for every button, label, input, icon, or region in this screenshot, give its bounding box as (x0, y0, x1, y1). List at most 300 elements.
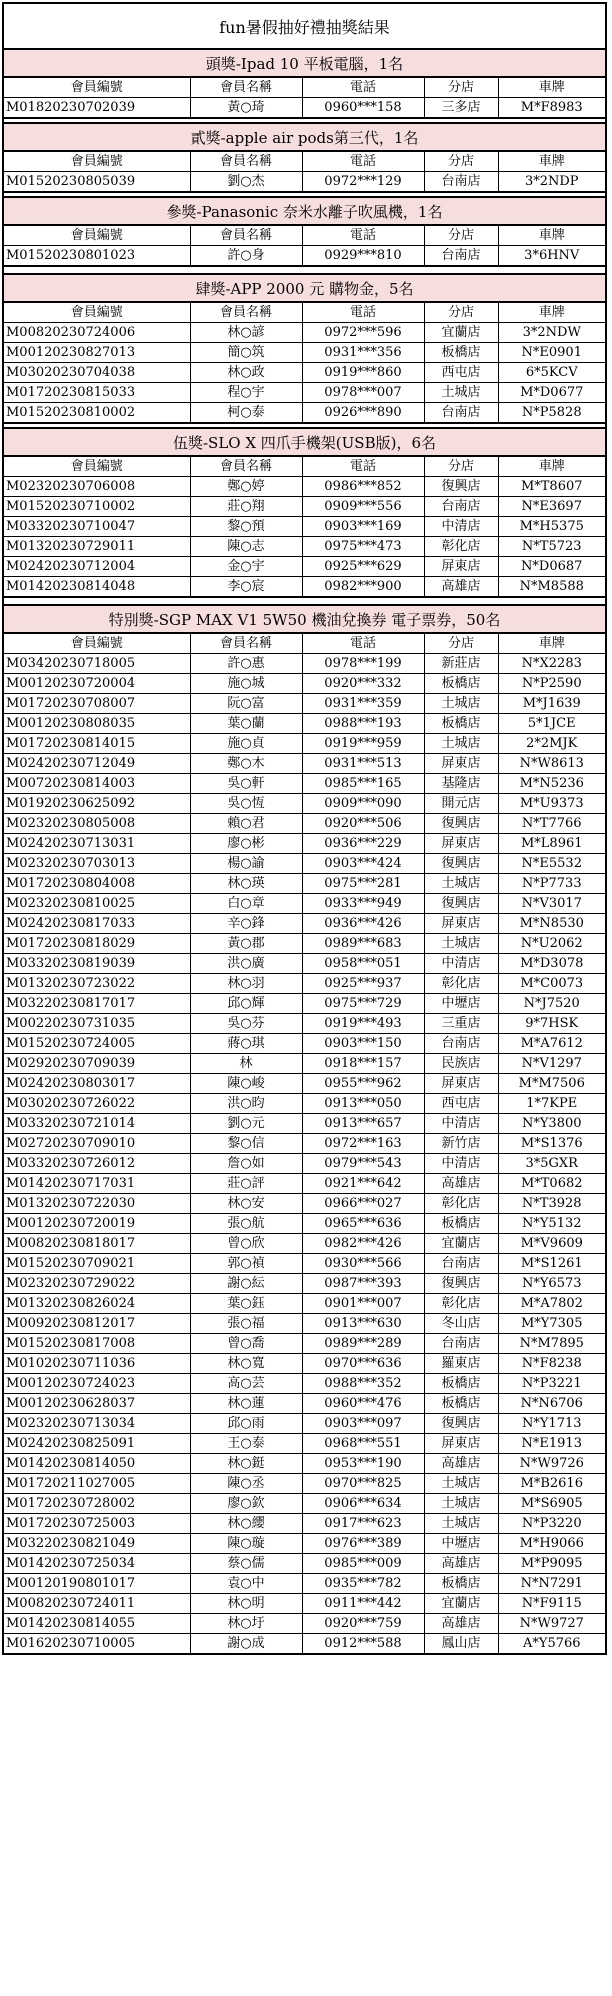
member-id-cell: M00120230827013 (4, 343, 190, 363)
branch-cell: 板橋店 (424, 1214, 498, 1234)
phone-cell: 0978***199 (302, 654, 424, 674)
member-name-cell: 白○章 (190, 894, 302, 914)
branch-cell: 中壢店 (424, 994, 498, 1014)
plate-cell: N*P3220 (498, 1514, 605, 1534)
plate-cell: 3*6HNV (498, 246, 605, 266)
phone-cell: 0931***513 (302, 754, 424, 774)
phone-cell: 0960***158 (302, 98, 424, 118)
plate-cell: M*T8607 (498, 477, 605, 497)
table-row (4, 774, 605, 794)
member-id-cell: M00820230724006 (4, 323, 190, 343)
prize-section (2, 427, 607, 598)
plate-cell: N*Y5132 (498, 1214, 605, 1234)
branch-cell: 三重店 (424, 1014, 498, 1034)
member-id-cell: M01720230708007 (4, 694, 190, 714)
plate-cell: M*P9095 (498, 1554, 605, 1574)
plate-cell: N*Y3800 (498, 1114, 605, 1134)
phone-cell: 0913***657 (302, 1114, 424, 1134)
member-name-cell: 袁○中 (190, 1574, 302, 1594)
phone-cell: 0930***566 (302, 1254, 424, 1274)
table-row (4, 1374, 605, 1394)
table-row (4, 754, 605, 774)
branch-cell: 板橋店 (424, 1574, 498, 1594)
column-header: 分店 (424, 457, 498, 477)
table-row (4, 874, 605, 894)
member-name-cell: 邱○輝 (190, 994, 302, 1014)
table-row (4, 994, 605, 1014)
plate-cell: N*N7291 (498, 1574, 605, 1594)
table-row (4, 1254, 605, 1274)
branch-cell: 高雄店 (424, 1454, 498, 1474)
member-name-cell: 黃○琦 (190, 98, 302, 118)
table-row (4, 714, 605, 734)
phone-cell: 0920***332 (302, 674, 424, 694)
plate-cell: M*S1261 (498, 1254, 605, 1274)
plate-cell: N*T5723 (498, 537, 605, 557)
column-header: 電話 (302, 303, 424, 323)
branch-cell: 三多店 (424, 98, 498, 118)
table-row (4, 1414, 605, 1434)
prize-heading: 特別獎-SGP MAX V1 5W50 機油兌換券 電子票券，50名 (4, 606, 605, 633)
table-row (4, 403, 605, 423)
member-id-cell: M01720230725003 (4, 1514, 190, 1534)
phone-cell: 0917***623 (302, 1514, 424, 1534)
member-id-cell: M02920230709039 (4, 1054, 190, 1074)
table-row (4, 674, 605, 694)
table-row (4, 974, 605, 994)
member-name-cell: 簡○筑 (190, 343, 302, 363)
plate-cell: M*H5375 (498, 517, 605, 537)
column-header: 會員編號 (4, 78, 190, 98)
table-row (4, 1454, 605, 1474)
plate-cell: N*P2590 (498, 674, 605, 694)
table-row (4, 1234, 605, 1254)
table-row (4, 1394, 605, 1414)
prize-section (2, 196, 607, 267)
table-row (4, 1354, 605, 1374)
column-header: 分店 (424, 303, 498, 323)
member-id-cell: M01420230725034 (4, 1554, 190, 1574)
phone-cell: 0986***852 (302, 477, 424, 497)
member-name-cell: 陳○丞 (190, 1474, 302, 1494)
plate-cell: M*N5236 (498, 774, 605, 794)
member-name-cell: 高○芸 (190, 1374, 302, 1394)
member-id-cell: M03320230710047 (4, 517, 190, 537)
column-header: 會員名稱 (190, 457, 302, 477)
member-id-cell: M01320230826024 (4, 1294, 190, 1314)
branch-cell: 土城店 (424, 1514, 498, 1534)
member-id-cell: M02420230825091 (4, 1434, 190, 1454)
member-id-cell: M01720230728002 (4, 1494, 190, 1514)
member-id-cell: M01520230709021 (4, 1254, 190, 1274)
phone-cell: 0935***782 (302, 1574, 424, 1594)
member-id-cell: M00920230812017 (4, 1314, 190, 1334)
branch-cell: 新莊店 (424, 654, 498, 674)
member-id-cell: M01520230710002 (4, 497, 190, 517)
phone-cell: 0955***962 (302, 1074, 424, 1094)
table-row (4, 1314, 605, 1334)
table-row (4, 1214, 605, 1234)
phone-cell: 0933***949 (302, 894, 424, 914)
branch-cell: 土城店 (424, 383, 498, 403)
column-header: 電話 (302, 634, 424, 654)
member-name-cell: 林○寬 (190, 1354, 302, 1374)
member-name-cell: 蔡○儒 (190, 1554, 302, 1574)
plate-cell: 2*2MJK (498, 734, 605, 754)
winners-table (4, 77, 605, 117)
member-name-cell: 吳○恆 (190, 794, 302, 814)
plate-cell: M*M7506 (498, 1074, 605, 1094)
member-name-cell: 吳○軒 (190, 774, 302, 794)
table-row (4, 894, 605, 914)
plate-cell: N*M7895 (498, 1334, 605, 1354)
phone-cell: 0958***051 (302, 954, 424, 974)
phone-cell: 0909***090 (302, 794, 424, 814)
plate-cell: A*Y5766 (498, 1634, 605, 1654)
member-name-cell: 鄭○木 (190, 754, 302, 774)
member-name-cell: 金○宇 (190, 557, 302, 577)
prize-section (2, 122, 607, 193)
branch-cell: 宜蘭店 (424, 1234, 498, 1254)
member-name-cell: 林○明 (190, 1594, 302, 1614)
phone-cell: 0975***473 (302, 537, 424, 557)
table-row (4, 834, 605, 854)
table-row (4, 1494, 605, 1514)
plate-cell: 3*5GXR (498, 1154, 605, 1174)
plate-cell: N*T3928 (498, 1194, 605, 1214)
branch-cell: 宜蘭店 (424, 1594, 498, 1614)
member-id-cell: M01320230722030 (4, 1194, 190, 1214)
phone-cell: 0919***493 (302, 1014, 424, 1034)
branch-cell: 屏東店 (424, 1434, 498, 1454)
member-name-cell: 蔣○琪 (190, 1034, 302, 1054)
prize-section (2, 604, 607, 1655)
plate-cell: M*D3078 (498, 954, 605, 974)
plate-cell: N*N6706 (498, 1394, 605, 1414)
phone-cell: 0913***050 (302, 1094, 424, 1114)
member-id-cell: M03220230817017 (4, 994, 190, 1014)
branch-cell: 板橋店 (424, 674, 498, 694)
column-header: 分店 (424, 226, 498, 246)
member-name-cell: 曾○喬 (190, 1334, 302, 1354)
member-id-cell: M01320230729011 (4, 537, 190, 557)
branch-cell: 復興店 (424, 1274, 498, 1294)
column-header: 電話 (302, 152, 424, 172)
table-row (4, 814, 605, 834)
column-header: 會員名稱 (190, 78, 302, 98)
phone-cell: 0920***759 (302, 1614, 424, 1634)
phone-cell: 0985***009 (302, 1554, 424, 1574)
phone-cell: 0968***551 (302, 1434, 424, 1454)
member-name-cell: 葉○鈺 (190, 1294, 302, 1314)
member-name-cell: 劉○杰 (190, 172, 302, 192)
member-id-cell: M02720230709010 (4, 1134, 190, 1154)
member-id-cell: M01420230814048 (4, 577, 190, 597)
member-id-cell: M01520230810002 (4, 403, 190, 423)
table-row (4, 343, 605, 363)
plate-cell: N*F9115 (498, 1594, 605, 1614)
plate-cell: 3*2NDW (498, 323, 605, 343)
column-header: 電話 (302, 457, 424, 477)
member-name-cell: 林○鋌 (190, 1454, 302, 1474)
member-name-cell: 鄭○婷 (190, 477, 302, 497)
member-name-cell: 邱○雨 (190, 1414, 302, 1434)
member-name-cell: 陳○璇 (190, 1534, 302, 1554)
table-header-row (4, 634, 605, 654)
branch-cell: 中清店 (424, 517, 498, 537)
branch-cell: 台南店 (424, 246, 498, 266)
column-header: 車牌 (498, 634, 605, 654)
table-header-row (4, 152, 605, 172)
column-header: 分店 (424, 78, 498, 98)
branch-cell: 冬山店 (424, 1314, 498, 1334)
table-row (4, 363, 605, 383)
table-row (4, 1514, 605, 1534)
table-row (4, 794, 605, 814)
member-name-cell: 林○瑛 (190, 874, 302, 894)
member-name-cell: 曾○欣 (190, 1234, 302, 1254)
member-name-cell: 洪○廣 (190, 954, 302, 974)
plate-cell: M*B2616 (498, 1474, 605, 1494)
branch-cell: 板橋店 (424, 1394, 498, 1414)
member-id-cell: M02420230803017 (4, 1074, 190, 1094)
branch-cell: 台南店 (424, 403, 498, 423)
member-id-cell: M01720230814015 (4, 734, 190, 754)
member-name-cell: 黃○郡 (190, 934, 302, 954)
winners-table (4, 456, 605, 596)
table-row (4, 694, 605, 714)
branch-cell: 復興店 (424, 477, 498, 497)
table-row (4, 914, 605, 934)
page-title: fun暑假抽好禮抽獎結果 (2, 2, 607, 50)
member-name-cell: 黎○預 (190, 517, 302, 537)
member-name-cell: 許○惠 (190, 654, 302, 674)
table-row (4, 734, 605, 754)
member-name-cell: 張○福 (190, 1314, 302, 1334)
member-name-cell: 葉○蘭 (190, 714, 302, 734)
member-name-cell: 林 (190, 1054, 302, 1074)
column-header: 電話 (302, 78, 424, 98)
plate-cell: M*F8983 (498, 98, 605, 118)
branch-cell: 宜蘭店 (424, 323, 498, 343)
member-name-cell: 吳○芬 (190, 1014, 302, 1034)
branch-cell: 台南店 (424, 497, 498, 517)
column-header: 分店 (424, 634, 498, 654)
phone-cell: 0970***636 (302, 1354, 424, 1374)
column-header: 會員編號 (4, 303, 190, 323)
phone-cell: 0903***424 (302, 854, 424, 874)
member-name-cell: 楊○諭 (190, 854, 302, 874)
member-id-cell: M00120230724023 (4, 1374, 190, 1394)
winners-table (4, 225, 605, 265)
member-name-cell: 程○宇 (190, 383, 302, 403)
branch-cell: 土城店 (424, 1494, 498, 1514)
member-id-cell: M03020230704038 (4, 363, 190, 383)
table-row (4, 497, 605, 517)
branch-cell: 新竹店 (424, 1134, 498, 1154)
branch-cell: 民族店 (424, 1054, 498, 1074)
branch-cell: 屏東店 (424, 1074, 498, 1094)
prize-heading: 參獎-Panasonic 奈米水離子吹風機，1名 (4, 198, 605, 225)
member-id-cell: M02320230706008 (4, 477, 190, 497)
prize-heading: 貳獎-apple air pods第三代，1名 (4, 124, 605, 151)
plate-cell: N*Y6573 (498, 1274, 605, 1294)
phone-cell: 0987***393 (302, 1274, 424, 1294)
plate-cell: M*C0073 (498, 974, 605, 994)
table-row (4, 1574, 605, 1594)
plate-cell: N*V1297 (498, 1054, 605, 1074)
winners-table (4, 302, 605, 422)
plate-cell: M*L8961 (498, 834, 605, 854)
member-id-cell: M01420230814055 (4, 1614, 190, 1634)
member-name-cell: 張○航 (190, 1214, 302, 1234)
phone-cell: 0903***150 (302, 1034, 424, 1054)
column-header: 會員編號 (4, 457, 190, 477)
branch-cell: 土城店 (424, 874, 498, 894)
column-header: 車牌 (498, 303, 605, 323)
branch-cell: 土城店 (424, 934, 498, 954)
table-header-row (4, 457, 605, 477)
prize-heading: 頭獎-Ipad 10 平板電腦，1名 (4, 50, 605, 77)
table-row (4, 383, 605, 403)
phone-cell: 0936***229 (302, 834, 424, 854)
branch-cell: 高雄店 (424, 577, 498, 597)
phone-cell: 0960***476 (302, 1394, 424, 1414)
branch-cell: 高雄店 (424, 1614, 498, 1634)
plate-cell: M*S1376 (498, 1134, 605, 1154)
member-name-cell: 林○蓮 (190, 1394, 302, 1414)
table-row (4, 517, 605, 537)
phone-cell: 0901***007 (302, 1294, 424, 1314)
branch-cell: 彰化店 (424, 1294, 498, 1314)
member-name-cell: 許○身 (190, 246, 302, 266)
table-row (4, 1074, 605, 1094)
branch-cell: 開元店 (424, 794, 498, 814)
plate-cell: 6*5KCV (498, 363, 605, 383)
phone-cell: 0906***634 (302, 1494, 424, 1514)
member-id-cell: M02320230805008 (4, 814, 190, 834)
table-row (4, 1194, 605, 1214)
phone-cell: 0921***642 (302, 1174, 424, 1194)
table-row (4, 1334, 605, 1354)
plate-cell: N*E0901 (498, 343, 605, 363)
plate-cell: M*U9373 (498, 794, 605, 814)
branch-cell: 西屯店 (424, 363, 498, 383)
plate-cell: N*T7766 (498, 814, 605, 834)
table-row (4, 1094, 605, 1114)
member-id-cell: M00220230731035 (4, 1014, 190, 1034)
member-id-cell: M01320230723022 (4, 974, 190, 994)
column-header: 會員編號 (4, 226, 190, 246)
member-name-cell: 林○纓 (190, 1514, 302, 1534)
member-id-cell: M01520230817008 (4, 1334, 190, 1354)
plate-cell: M*D0677 (498, 383, 605, 403)
member-name-cell: 林○羽 (190, 974, 302, 994)
prize-section (2, 50, 607, 119)
table-row (4, 1554, 605, 1574)
member-name-cell: 謝○紜 (190, 1274, 302, 1294)
plate-cell: N*J7520 (498, 994, 605, 1014)
branch-cell: 彰化店 (424, 537, 498, 557)
phone-cell: 0909***556 (302, 497, 424, 517)
table-row (4, 98, 605, 118)
phone-cell: 0966***027 (302, 1194, 424, 1214)
phone-cell: 0919***860 (302, 363, 424, 383)
table-row (4, 934, 605, 954)
plate-cell: N*P5828 (498, 403, 605, 423)
prize-heading: 伍獎-SLO X 四爪手機架(USB版)，6名 (4, 429, 605, 456)
table-row (4, 954, 605, 974)
table-row (4, 323, 605, 343)
phone-cell: 0988***352 (302, 1374, 424, 1394)
member-name-cell: 阮○富 (190, 694, 302, 714)
phone-cell: 0979***543 (302, 1154, 424, 1174)
member-id-cell: M01420230717031 (4, 1174, 190, 1194)
member-name-cell: 廖○彬 (190, 834, 302, 854)
member-id-cell: M03420230718005 (4, 654, 190, 674)
table-row (4, 1634, 605, 1654)
column-header: 車牌 (498, 152, 605, 172)
plate-cell: 5*1JCE (498, 714, 605, 734)
table-row (4, 172, 605, 192)
member-name-cell: 廖○欽 (190, 1494, 302, 1514)
phone-cell: 0985***165 (302, 774, 424, 794)
branch-cell: 台南店 (424, 1034, 498, 1054)
member-id-cell: M01520230801023 (4, 246, 190, 266)
phone-cell: 0925***937 (302, 974, 424, 994)
member-id-cell: M00120230628037 (4, 1394, 190, 1414)
branch-cell: 西屯店 (424, 1094, 498, 1114)
plate-cell: N*M8588 (498, 577, 605, 597)
member-id-cell: M01720211027005 (4, 1474, 190, 1494)
member-id-cell: M03020230726022 (4, 1094, 190, 1114)
prize-heading: 肆獎-APP 2000 元 購物金，5名 (4, 275, 605, 302)
phone-cell: 0903***097 (302, 1414, 424, 1434)
phone-cell: 0911***442 (302, 1594, 424, 1614)
member-id-cell: M03220230821049 (4, 1534, 190, 1554)
plate-cell: N*E3697 (498, 497, 605, 517)
member-id-cell: M01520230805039 (4, 172, 190, 192)
plate-cell: N*W9726 (498, 1454, 605, 1474)
member-id-cell: M00820230724011 (4, 1594, 190, 1614)
plate-cell: N*X2283 (498, 654, 605, 674)
member-id-cell: M01020230711036 (4, 1354, 190, 1374)
member-id-cell: M00120230720019 (4, 1214, 190, 1234)
plate-cell: N*F8238 (498, 1354, 605, 1374)
table-row (4, 1174, 605, 1194)
winners-table (4, 633, 605, 1653)
branch-cell: 板橋店 (424, 1374, 498, 1394)
plate-cell: 9*7HSK (498, 1014, 605, 1034)
plate-cell: M*Y7305 (498, 1314, 605, 1334)
member-name-cell: 林○圩 (190, 1614, 302, 1634)
phone-cell: 0988***193 (302, 714, 424, 734)
prize-section (2, 273, 607, 424)
member-name-cell: 施○城 (190, 674, 302, 694)
branch-cell: 高雄店 (424, 1554, 498, 1574)
table-row (4, 1054, 605, 1074)
phone-cell: 0931***359 (302, 694, 424, 714)
branch-cell: 復興店 (424, 854, 498, 874)
lottery-results-sheet (2, 2, 607, 1655)
branch-cell: 土城店 (424, 1474, 498, 1494)
phone-cell: 0982***426 (302, 1234, 424, 1254)
branch-cell: 土城店 (424, 734, 498, 754)
member-name-cell: 李○宸 (190, 577, 302, 597)
table-row (4, 1134, 605, 1154)
table-row (4, 1014, 605, 1034)
column-header: 會員編號 (4, 634, 190, 654)
